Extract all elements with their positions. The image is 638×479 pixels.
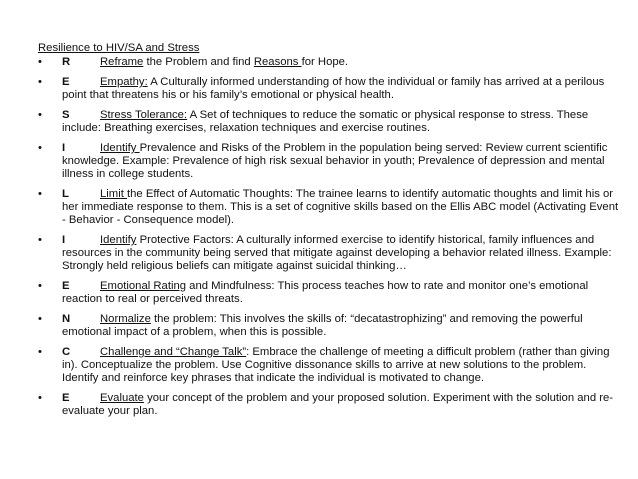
item-letter: E (62, 280, 70, 292)
underlined-term: Evaluate (100, 392, 144, 404)
item-text (62, 392, 623, 418)
bullet-icon: • (38, 346, 42, 358)
underlined-term: Reframe (100, 56, 144, 68)
item-text-segment: your concept of the problem and your proposed solution. Experiment with the solution and re-evaluate your plan. (62, 392, 614, 417)
item-text-segment: A Culturally informed understanding of how the individual or family has arrived at a perilous point that threatens his or his family’s emotional or physical health. (62, 76, 605, 101)
item-letter: N (62, 313, 71, 325)
item-text (62, 280, 623, 306)
list-item (38, 142, 623, 181)
item-text-segment: the Problem and find (143, 56, 254, 68)
underlined-term: Identify (100, 142, 140, 154)
item-letter: I (62, 142, 66, 154)
item-letter: I (62, 234, 66, 246)
item-text (62, 313, 623, 339)
item-text (62, 56, 623, 69)
underlined-term: Empathy: (100, 76, 148, 88)
item-text-segment: and Mindfulness: This process teaches how to rate and monitor one’s emotional reaction to real or perceived threats. (62, 280, 589, 305)
bullet-icon: • (38, 188, 42, 200)
item-text (62, 188, 623, 227)
item-text-segment: the Effect of Automatic Thoughts: The trainee learns to identify automatic thoughts and limit his or her immediate response to them. This is a set of cognitive skills based on the Ellis ABC model (Activating Event - Behavior - Consequence model). (62, 188, 619, 226)
bullet-icon: • (38, 280, 42, 292)
item-letter: R (62, 56, 71, 68)
item-text (62, 234, 623, 273)
item-letter: L (62, 188, 69, 200)
item-text-segment: : Embrace the challenge of meeting a difficult problem (rather than giving in). Conceptualize the problem. Use Cognitive dissonance skills to arrive at new solutions to the problem. Identify and reinforce key phrases that indicate the individual is motivated to change. (62, 346, 610, 384)
item-letter: E (62, 76, 70, 88)
list-item (38, 392, 623, 418)
bullet-icon: • (38, 109, 42, 121)
bullet-icon: • (38, 313, 42, 325)
bullet-icon: • (38, 56, 42, 68)
underlined-term: Stress Tolerance: (100, 109, 188, 121)
underlined-term: Limit (100, 188, 127, 200)
list-item (38, 234, 623, 273)
list-item (38, 346, 623, 385)
item-letter: S (62, 109, 70, 121)
item-text (62, 142, 623, 181)
list-item (38, 188, 623, 227)
item-letter: C (62, 346, 71, 358)
item-text (62, 76, 623, 102)
heading: Resilience to HIV/SA and Stress (38, 42, 200, 54)
bullet-icon: • (38, 142, 42, 154)
bullet-list (38, 56, 623, 425)
bullet-icon: • (38, 234, 42, 246)
bullet-icon: • (38, 392, 42, 404)
item-text-segment: the problem: This involves the skills of: “decatastrophizing” and removing the powerful emotional impact of a problem, when this is possible. (62, 313, 583, 338)
underlined-term: Normalize (100, 313, 151, 325)
underlined-term: Challenge and “Change Talk” (100, 346, 247, 358)
underlined-term: Emotional Rating (100, 280, 187, 292)
item-text (62, 346, 623, 385)
underlined-term: Identify (100, 234, 137, 246)
list-item (38, 76, 623, 102)
list-item (38, 109, 623, 135)
underlined-term: Reasons (253, 56, 302, 68)
bullet-icon: • (38, 76, 42, 88)
item-text (62, 109, 623, 135)
list-item (38, 280, 623, 306)
item-text-segment: Protective Factors: A culturally informed exercise to identify historical, family influences and resources in the community being served that mitigate against developing a behavior related illness. Example: Strongly held religious beliefs can mitigate against suicidal thinking… (62, 234, 612, 272)
item-letter: E (62, 392, 70, 404)
list-item (38, 56, 623, 69)
item-text-segment: A Set of techniques to reduce the somatic or physical response to stress. These include: Breathing exercises, relaxation techniques and exercise routines. (62, 109, 589, 134)
list-item (38, 313, 623, 339)
item-text-segment: for Hope. (301, 56, 349, 68)
item-text-segment: Prevalence and Risks of the Problem in the population being served: Review current scientific knowledge. Example: Prevalence of high risk sexual behavior in youth; Prevalence of depression and mental illness in college students. (62, 142, 608, 180)
